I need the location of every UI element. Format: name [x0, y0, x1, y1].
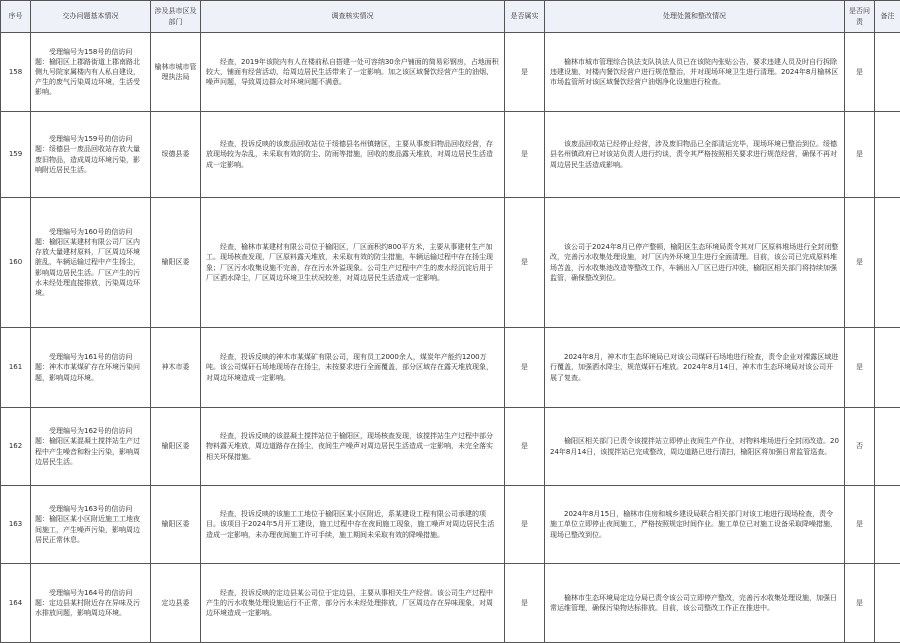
- department: 神木市委: [151, 328, 201, 408]
- note: [875, 112, 900, 198]
- rectification: 榆林市生态环境局定边分局已责令该公司立即停产整改，完善污水收集处理设施，加强日常运维管理，确保污染物达标排放。目前，该公司整改工作正在推进中。: [545, 564, 845, 643]
- verification: 经查，投诉反映的定边县某公司位于定边县，主要从事相关生产经营。该公司生产过程中产生的污水收集处理设施运行不正常，部分污水未经处理排放，厂区周边存在异味现象，对周边环境造成一定影响。: [201, 564, 505, 643]
- is-true: 是: [505, 486, 545, 564]
- header-verify: 调查核实情况: [201, 1, 505, 33]
- row-number: 160: [1, 198, 31, 328]
- department: 榆林市城市管理执法局: [151, 33, 201, 112]
- accountable: 是: [845, 198, 875, 328]
- basic-info: 受理编号为158号的信访问题：榆阳区上郡路街道上郡南路北侧九号院家属楼内有人私自建设，产生的废气污染周边环境，生活受影响。: [31, 33, 151, 112]
- row-number: 164: [1, 564, 31, 643]
- accountable: 是: [845, 564, 875, 643]
- verification: 经查，2019年该院内有人在楼前私自搭建一处可容纳30余户铺面的简易彩钢房，占地面积较大，铺面有经营活动，给周边居民生活带来了一定影响。加之该区域餐饮经营产生的油烟、噪声问题，导致周边群众对环境问题不满意。: [201, 33, 505, 112]
- verification: 经查，投诉反映的该废品回收站位于绥德县名州镇辖区，主要从事废旧物品回收经营，存放现场较为杂乱，未采取有效的防尘、防雨等措施，回收的废品露天堆放，对周边居民生活造成一定影响。: [201, 112, 505, 198]
- table-row: [1, 33, 900, 112]
- basic-info: 受理编号为159号的信访问题：绥德县一废品回收站存放大量废旧物品，造成周边环境污染，影响附近居民生活。: [31, 112, 151, 198]
- is-true: 是: [505, 112, 545, 198]
- basic-info: 受理编号为161号的信访问题：神木市某煤矿存在环境污染问题，影响周边环境。: [31, 328, 151, 408]
- rectification: 榆林市城市管理综合执法支队执法人员已在该院内张贴公告，要求违建人员及时自行拆除违建设施，对楼内餐饮经营户进行规范整治，并对现场环境卫生进行清理。2024年8月榆林区市场监管所对该区域餐饮经营户油烟净化设施进行检查。: [545, 33, 845, 112]
- is-true: 是: [505, 198, 545, 328]
- verification: 经查，榆林市某建材有限公司位于榆阳区，厂区面积约800平方米，主要从事建材生产加工。现场核查发现，厂区原料露天堆放，未采取有效的防尘措施，车辆运输过程中存在扬尘现象；厂区污水收集设施不完善，存在污水外溢现象。公司生产过程中产生的废水经沉淀后用于厂区洒水降尘，厂区周边环境卫生状况较差，对周边居民生活造成一定影响。: [201, 198, 505, 328]
- department: 榆阳区委: [151, 408, 201, 486]
- accountable: 是: [845, 486, 875, 564]
- is-true: 是: [505, 408, 545, 486]
- department: 定边县委: [151, 564, 201, 643]
- is-true: 是: [505, 564, 545, 643]
- rectification: 2024年8月，神木市生态环境局已对该公司煤矸石场地进行检查，责令企业对裸露区域进行覆盖，加强洒水降尘，规范煤矸石堆放。2024年8月14日，神木市生态环境局对该公司开展了复查。: [545, 328, 845, 408]
- accountable: 是: [845, 328, 875, 408]
- header-is-true: 是否属实: [505, 1, 545, 33]
- header-row: [1, 1, 900, 33]
- accountable: 是: [845, 33, 875, 112]
- note: [875, 328, 900, 408]
- verification: 经查，投诉反映的该混凝土搅拌站位于榆阳区，现场核查发现，该搅拌站生产过程中部分物料露天堆放，周边道路存在扬尘，夜间生产噪声对周边居民生活造成一定影响，未完全落实相关环保措施。: [201, 408, 505, 486]
- note: [875, 198, 900, 328]
- department: 绥德县委: [151, 112, 201, 198]
- table-row: [1, 564, 900, 643]
- note: [875, 408, 900, 486]
- basic-info: 受理编号为163号的信访问题：榆阳区某小区附近施工工地夜间施工，产生噪声污染，影响周边居民正常休息。: [31, 486, 151, 564]
- header-no: 序号: [1, 1, 31, 33]
- rectification: 榆阳区相关部门已责令该搅拌站立即停止夜间生产作业，对物料堆场进行全封闭改造。2024年8月14日，该搅拌站已完成整改，周边道路已进行清扫，榆阳区将加强日常监管巡查。: [545, 408, 845, 486]
- row-number: 158: [1, 33, 31, 112]
- note: [875, 33, 900, 112]
- is-true: 是: [505, 328, 545, 408]
- row-number: 162: [1, 408, 31, 486]
- basic-info: 受理编号为164号的信访问题：定边县某村附近存在异味及污水排放问题，影响周边环境。: [31, 564, 151, 643]
- department: 榆阳区委: [151, 486, 201, 564]
- verification: 经查，投诉反映的该施工工地位于榆阳区某小区附近，系某建设工程有限公司承建的项目。该项目于2024年5月开工建设，施工过程中存在夜间施工现象，施工噪声对周边居民生活造成一定影响，未办理夜间施工许可手续，施工期间未采取有效的降噪措施。: [201, 486, 505, 564]
- header-accountable: 是否问责: [845, 1, 875, 33]
- accountable: 是: [845, 112, 875, 198]
- rectification: 该公司于2024年8月已停产整顿，榆阳区生态环境局责令其对厂区原料堆场进行全封闭整改，完善污水收集处理设施，对厂区内外环境卫生进行全面清理。目前，该公司已完成原料堆场苫盖，污水收集池改造等整改工作，车辆出入厂区已进行冲洗，榆阳区相关部门将持续加强监管，确保整改到位。: [545, 198, 845, 328]
- rectification: 该废品回收站已经停止经营，涉及废旧物品已全部清运完毕，现场环境已整治到位。绥德县名州镇政府已对该站负责人进行约谈，责令其严格按照相关要求进行规范经营，确保不再对周边居民生活造成影响。: [545, 112, 845, 198]
- table-row: [1, 112, 900, 198]
- department: 榆阳区委: [151, 198, 201, 328]
- row-number: 159: [1, 112, 31, 198]
- table-row: [1, 486, 900, 564]
- table-row: [1, 328, 900, 408]
- table-row: [1, 198, 900, 328]
- header-dept: 涉及县市区及部门: [151, 1, 201, 33]
- verification: 经查，投诉反映的神木市某煤矿有限公司，现有员工2000余人，煤炭年产能约1200万吨。该公司煤矸石场地现场存在扬尘，未按要求进行全面覆盖，部分区域存在露天堆放现象，对周边环境造成一定影响。: [201, 328, 505, 408]
- note: [875, 486, 900, 564]
- row-number: 161: [1, 328, 31, 408]
- basic-info: 受理编号为162号的信访问题：榆阳区某混凝土搅拌站生产过程中产生噪音和粉尘污染，影响周边居民生活。: [31, 408, 151, 486]
- is-true: 是: [505, 33, 545, 112]
- header-note: 备注: [875, 1, 900, 33]
- note: [875, 564, 900, 643]
- row-number: 163: [1, 486, 31, 564]
- header-result: 处理处置和整改情况: [545, 1, 845, 33]
- accountable: 否: [845, 408, 875, 486]
- rectification: 2024年8月15日，榆林市住房和城乡建设局联合相关部门对该工地进行现场检查，责令施工单位立即停止夜间施工，严格按照规定时间作业。施工单位已对施工设备采取降噪措施，现场已整改到位。: [545, 486, 845, 564]
- header-basic: 交办问题基本情况: [31, 1, 151, 33]
- table-row: [1, 408, 900, 486]
- basic-info: 受理编号为160号的信访问题：榆阳区某建材有限公司厂区内存放大量建材原料，厂区周边环境脏乱，车辆运输过程中产生扬尘，影响周边居民生活。厂区产生的污水未经处理直接排放，污染周边环境。: [31, 198, 151, 328]
